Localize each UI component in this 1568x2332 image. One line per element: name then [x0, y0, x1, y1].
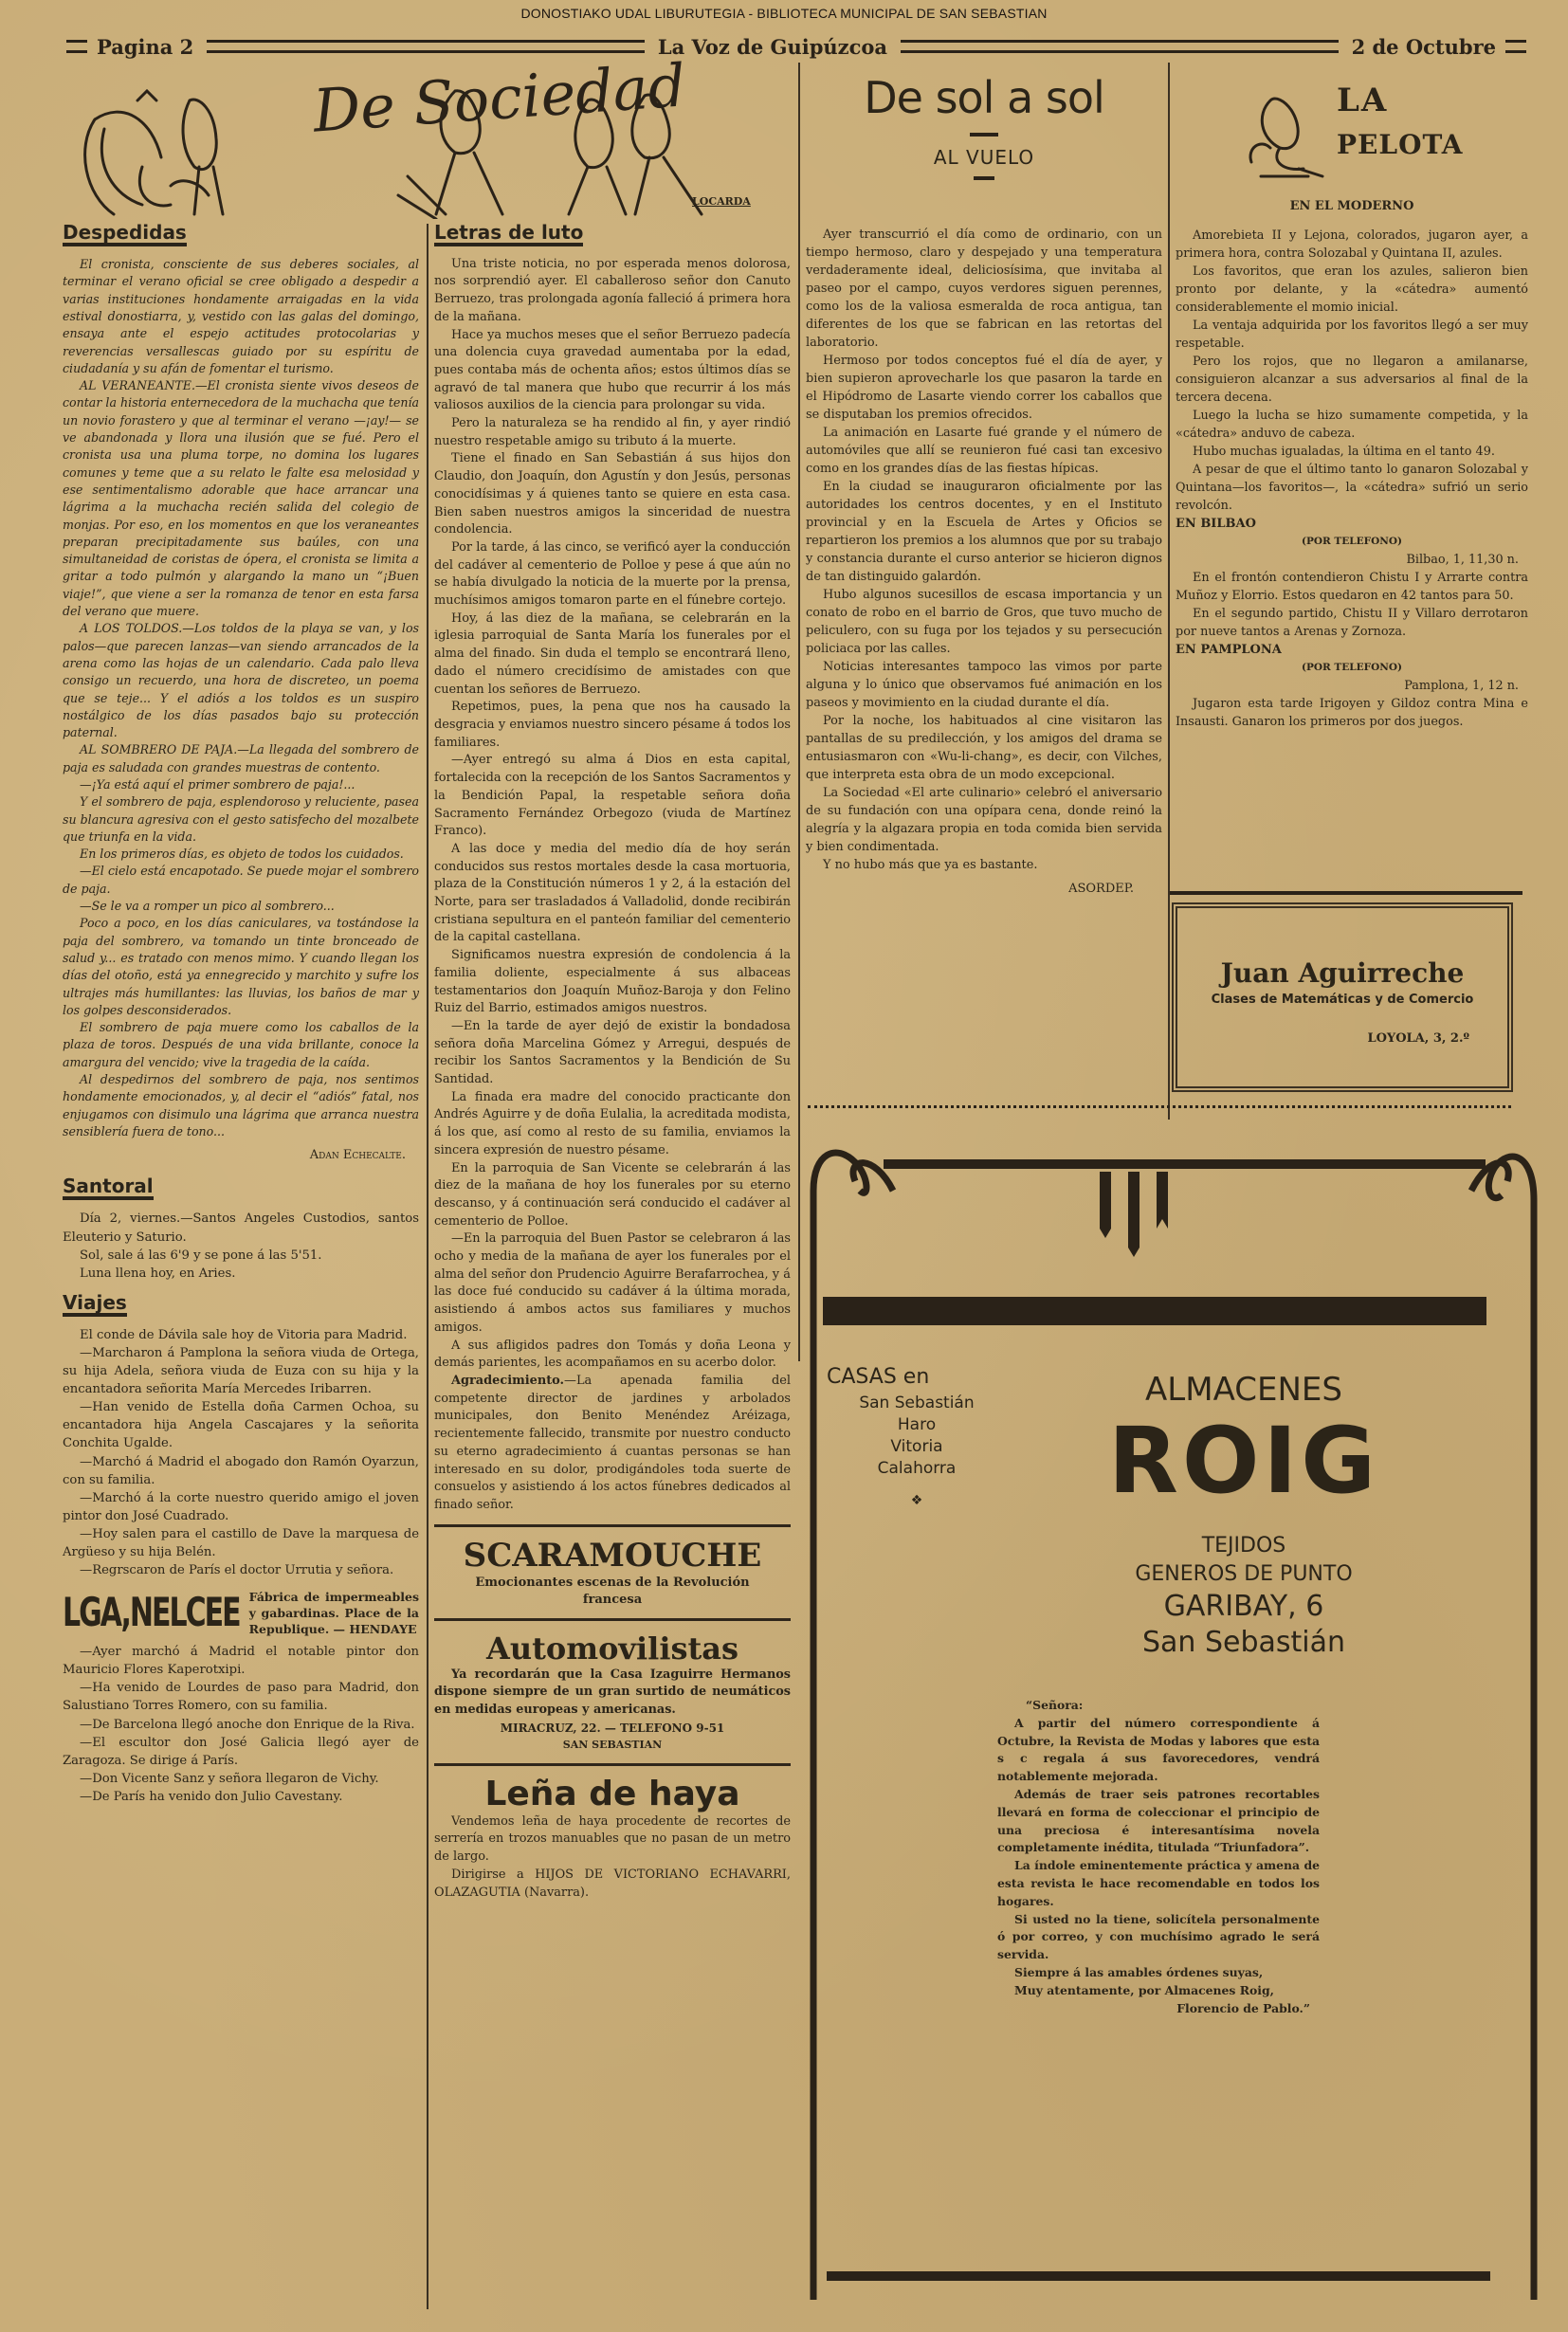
paragraph: Además de traer seis patrones recortables llevará en forma de coleccionar el principio de una preciosa é interesantísima novela completamente inédita, titulada “Triunfadora”.	[997, 1786, 1320, 1855]
paragraph: A pesar de que el último tanto lo ganaron Solozabal y Quintana—los favoritos—, la «cátedra» sufrió un serio revolcón.	[1176, 463, 1528, 513]
paragraph: —De París ha venido don Julio Cavestany.	[80, 1789, 343, 1804]
despedidas-article	[63, 256, 419, 1140]
paragraph: Los favoritos, que eran los azules, salieron bien pronto por delante, y la «cátedra» aumentó considerablemente el momio inicial.	[1176, 264, 1528, 315]
paragraph: Tiene el finado en San Sebastián á sus hijos don Claudio, don Joaquín, don Agustín y don Jesús, personas conocidísimas y á quienes tanto se quiere en esta casa. Bien saben nuestros amigos la sinceridad de nuestra condolencia.	[434, 451, 791, 537]
aguirreche-ad	[1172, 902, 1513, 1092]
paragraph: Amorebieta II y Lejona, colorados, jugaron ayer, a primera hora, contra Solozabal y Quintana II, azules.	[1176, 228, 1528, 261]
paragraph: Poco a poco, en los días caniculares, va tostándose la paja del sombrero, va tomando un tinte bronceado de salud y... es tratado con menos mimo. Y cuando llegan los días del otoño, está ya ennegrecido y marchito y sufre los ultrajes más humillantes: las lluvias, los baños de mar y los golpes desconsiderados.	[63, 916, 419, 1017]
paragraph: Luego la lucha se hizo sumamente competida, y la «cátedra» anduvo de cabeza.	[1176, 409, 1528, 441]
newspaper-title: La Voz de Guipúzcoa	[657, 34, 887, 59]
issue-date: 2 de Octubre	[1351, 34, 1496, 59]
sol-header	[806, 70, 1162, 180]
automovilistas-text: Ya recordarán que la Casa Izaguirre Hermanos dispone siempre de un gran surtido de neumáticos en medidas europeas y americanas.	[434, 1667, 791, 1718]
library-watermark: DONOSTIAKO UDAL LIBURUTEGIA - BIBLIOTECA MUNICIPAL DE SAN SEBASTIAN	[520, 6, 1048, 21]
paragraph: Jugaron esta tarde Irigoyen y Gildoz contra Mina e Insausti. Ganaron los primeros por dos juegos.	[1176, 697, 1528, 729]
paragraph: —Don Vicente Sanz y señora llegaron de Vichy.	[80, 1771, 379, 1786]
roig-letter	[997, 1697, 1320, 2017]
roig-city: Vitoria	[890, 1437, 943, 1456]
paragraph: La ventaja adquirida por los favoritos llegó a ser muy respetable.	[1176, 319, 1528, 351]
paragraph: En el frontón contendieron Chistu I y Arrarte contra Muñoz y Elorrio. Estos quedaron en 42 tantos para 50.	[1176, 571, 1528, 603]
bilbao-dateline: Bilbao, 1, 11,30 n.	[1406, 553, 1519, 567]
scaramouche-title: SCARAMOUCHE	[463, 1536, 762, 1575]
roig-casas	[827, 1365, 1007, 1508]
paragraph: —Ayer entregó su alma á Dios en esta capital, fortalecida con la recepción de los Santos Sacramentos y la Bendición Papal, la respetable señora doña Sacramento Fernández Orbegozo (viuda de Martínez Franco).	[434, 753, 791, 839]
ornament-bar	[1100, 1172, 1111, 1238]
section-heading-luto: Letras de luto	[434, 224, 583, 246]
paragraph: AL SOMBRERO DE PAJA.—La llegada del sombrero de paja es saludada con grandes muestras de contento.	[63, 742, 419, 774]
paragraph: —Hoy salen para el castillo de Dave la marquesa de Argüeso y su hija Belén.	[63, 1526, 419, 1560]
paragraph: —¡Ya está aquí el primer sombrero de paja!...	[80, 777, 356, 792]
paragraph: Ayer transcurrió el día como de ordinario, con un tiempo hermoso, claro y despejado y una temperatura verdaderamente ideal, deliciosísima, que invitaba al paseo por el campo, cuyos verdores siguen perennes, como los de la valiosa esmeralda de roca antigua, tan diferentes de los que se fabrican en las retortas del laboratorio.	[806, 228, 1162, 350]
paragraph: Por la tarde, á las cinco, se verificó ayer la conducción del cadáver al cementerio de Polloe y pese á que aún no se había divulgado la noticia de la muerte por la prensa, muchísimos amigos tomaron parte en el fúnebre cortejo.	[434, 539, 791, 609]
masthead-rule	[1505, 40, 1526, 53]
paragraph: —Se le va a romper un pico al sombrero...	[80, 899, 335, 914]
pelota-title-top: LA	[1337, 82, 1389, 119]
bilbao-via: (POR TELEFONO)	[1302, 536, 1402, 547]
pelota-title-bottom: PELOTA	[1337, 129, 1464, 160]
paragraph: Repetimos, pues, la pena que nos ha causado la desgracia y enviamos nuestro sincero pésame á todos los familiares.	[434, 700, 791, 750]
roig-city: Haro	[897, 1415, 937, 1434]
roig-line1: TEJIDOS	[1201, 1534, 1286, 1558]
pelota-header	[1232, 82, 1507, 186]
column-divider	[1168, 63, 1170, 1120]
paragraph: Muy atentamente, por Almacenes Roig,	[1014, 1982, 1274, 1997]
ornament-bar	[1157, 1172, 1168, 1229]
roig-ad	[808, 1134, 1540, 2300]
paragraph: Hace ya muchos meses que el señor Berruezo padecía una dolencia cuya gravedad aumentaba por la edad, pues contaba más de ochenta años; estos últimos días se agravó de tal manera que hubo que recurrir á los más valiosos auxilios de la ciencia para prolongar su vida.	[434, 327, 791, 413]
paragraph: Si usted no la tiene, solicítela personalmente ó por correo, y con muchísimo agrado le será servida.	[997, 1911, 1320, 1962]
ad-divider	[1170, 891, 1522, 895]
paragraph: —Han venido de Estella doña Carmen Ochoa, su encantadora hija Angela Cascajares y la señorita Conchita Ugalde.	[63, 1400, 419, 1451]
paragraph: El cronista, consciente de sus deberes sociales, al terminar el verano oficial se cree obligado a despedir a varias instituciones hondamente arraigadas en la vida estival donostiarra, y, vestido con las galas del domingo, ensaya ante el espejo actitudes protocolarias y reverencias versallescas guiado por su espíritu de ciudadanía y su afán de fomentar el turismo.	[63, 257, 419, 375]
paragraph	[434, 1373, 791, 1515]
paragraph: Y el sombrero de paja, esplendoroso y reluciente, pasea su blancura agresiva con el gesto satisfecho del mozalbete que triunfa en la vida.	[63, 794, 419, 844]
paragraph: Siempre á las amables órdenes suyas,	[1014, 1964, 1264, 1979]
pamplona-dateline: Pamplona, 1, 12 n.	[1404, 679, 1519, 693]
section-heading-despedidas: Despedidas	[63, 224, 187, 246]
sociedad-banner	[57, 50, 796, 219]
column-luto	[434, 221, 791, 1902]
paragraph: —Marchó á Madrid el abogado don Ramón Oyarzun, con su familia.	[63, 1454, 419, 1487]
author-signature: Adan Echecalte.	[309, 1148, 406, 1163]
pamplona-heading: EN PAMPLONA	[1176, 643, 1282, 657]
ornament-rule	[970, 133, 998, 137]
section-heading-santoral: Santoral	[63, 1177, 154, 1200]
lena-title: Leña de haya	[484, 1774, 740, 1813]
paragraph: En los primeros días, es objeto de todos los cuidados.	[80, 847, 404, 862]
lganelcee-brand: LGA,NELCEE	[63, 1590, 240, 1637]
paragraph: Pero los rojos, que no llegaron a amilanarse, consiguieron alcanzar a sus adversarios al final de la tercera decena.	[1176, 355, 1528, 405]
paragraph: Día 2, viernes.—Santos Angeles Custodios, santos Eleuterio y Saturio.	[63, 1212, 419, 1245]
paragraph: En el segundo partido, Chistu II y Villaro derrotaron por nueve tantos a Arenas y Zornoza.	[1176, 607, 1528, 639]
lganelcee-ad	[63, 1589, 419, 1637]
paragraph: El sombrero de paja muere como los caballos de la plaza de toros. Después de una vida brillante, conoce la amargura del vencido; vive la tragedia de la caída.	[63, 1020, 419, 1069]
paragraph: La Sociedad «El arte culinario» celebró el aniversario de su fundación con una opípara cena, donde reinó la alegría y la algazara propia en toda comida bien servida y bien condimentada.	[806, 786, 1162, 854]
paragraph: Por la noche, los habituados al cine visitaron las pantallas de su predilección, y los amigos del drama se entusiasmaron con «Wu-li-chang», es decir, con Vilches, que interpreta esta obra de un modo excepcional.	[806, 714, 1162, 782]
paragraph: La animación en Lasarte fué grande y el número de automóviles que allí se reunieron fué casi tan excesivo como en los grandes días de las fiestas hípicas.	[806, 426, 1162, 476]
roig-signature: Florencio de Pablo.”	[1176, 2000, 1310, 2015]
paragraph: Noticias interesantes tampoco las vimos por parte alguna y lo único que observamos fué animación en los paseos y movimiento en la ciudad durante el día.	[806, 660, 1162, 710]
column-pelota	[1176, 197, 1528, 731]
masthead	[66, 34, 1526, 59]
paragraph: Al despedirnos del sombrero de paja, nos sentimos hondamente emocionados, y, al decir el “adiós” fatal, nos enjugamos con disimulo una lágrima que arranca nuestra sensiblería fuera de tono...	[63, 1072, 419, 1139]
moderno-heading: EN EL MODERNO	[1289, 199, 1414, 213]
sol-title: De sol a sol	[864, 72, 1104, 123]
column-divider	[427, 224, 428, 2309]
paragraph: El conde de Dávila sale hoy de Vitoria para Madrid.	[80, 1327, 408, 1342]
ad-divider	[434, 1524, 791, 1527]
masthead-rule	[901, 40, 1339, 53]
ornament-bar	[1128, 1172, 1140, 1257]
paragraph: Sol, sale á las 6'9 y se pone á las 5'51.	[80, 1248, 322, 1263]
lganelcee-text: Fábrica de impermeables y gabardinas. Place de la Republique. — HENDAYE	[248, 1590, 419, 1637]
paragraph: —El escultor don José Galicia llegó ayer de Zaragoza. Se dirige á París.	[63, 1735, 419, 1768]
roig-salutation: “Señora:	[1026, 1698, 1084, 1712]
lena-contact: Dirigirse a HIJOS DE VICTORIANO ECHAVARRI, OLAZAGUTIA (Navarra).	[434, 1867, 791, 1900]
roig-line2: GENEROS DE PUNTO	[1135, 1562, 1353, 1586]
paragraph: —Regrscaron de París el doctor Urrutia y señora.	[80, 1563, 394, 1578]
ad-divider	[434, 1618, 791, 1621]
artist-signature: LOCARDA	[692, 195, 751, 208]
paragraph: A sus afligidos padres don Tomás y doña Leona y demás parientes, les acompañamos en su acerbo dolor.	[434, 1338, 791, 1371]
paragraph: Luna llena hoy, en Aries.	[80, 1266, 236, 1281]
paragraph: En la parroquia de San Vicente se celebrarán á las diez de la mañana de hoy los funerales por su eterno descanso, y á continuación será conducido el cadáver al cementerio de Polloe.	[434, 1160, 791, 1229]
sociedad-title: De Sociedad	[310, 50, 688, 146]
agradecimiento-label: Agradecimiento.	[451, 1374, 565, 1388]
viajes-article-continued	[63, 1643, 419, 1806]
paragraph: —Ha venido de Lourdes de paso para Madrid, don Salustiano Torres Romero, con su familia.	[63, 1681, 419, 1714]
paragraph: Hubo muchas igualadas, la última en el tanto 49.	[1193, 445, 1495, 459]
column-sol	[806, 226, 1162, 898]
roig-city: San Sebastián	[859, 1394, 975, 1412]
paragraph: A LOS TOLDOS.—Los toldos de la playa se van, y los palos—que parecen lanzas—van siendo arrancados de la arena como las hojas de un calendario. Cada palo lleva consigo un recuerdo, una hora de discreteo, un poema que se teje... Y el adiós a los toldos es un suspiro nostálgico de los días pasados bajo su protección paternal.	[63, 621, 419, 740]
page-number: Pagina 2	[97, 34, 194, 59]
automovilistas-address: MIRACRUZ, 22. — TELEFONO 9-51	[500, 1721, 725, 1735]
paragraph: Hoy, á las diez de la mañana, se celebrarán en la iglesia parroquial de Santa María los funerales por el alma del finado. Sin duda el templo se encontrará lleno, dado el número crecidísimo de amistades con que cuentan los señores de Berruezo.	[434, 610, 791, 697]
paragraph: —En la parroquia del Buen Pastor se celebraron á las ocho y media de la mañana de ayer los funerales por el alma del señor don Prudencio Aguirre Berafarrochea, y á las doce fué conducido su cadáver á la última morada, asistiendo á ambos actos sus familiares y muchos amigos.	[434, 1231, 791, 1335]
aguirreche-service: Clases de Matemáticas y de Comercio	[1211, 993, 1474, 1007]
paragraph: Pero la naturaleza se ha rendido al fin, y ayer rindió nuestro respetable amigo su tributo á la muerte.	[434, 416, 791, 448]
roig-address: GARIBAY, 6	[1163, 1590, 1324, 1623]
paragraph: AL VERANEANTE.—El cronista siente vivos deseos de contar la historia enternecedora de la muchacha que tenía un novio forastero y que al terminar el verano —¡ay!— se ve abandonada y llora una ilusión que se fué. Pero el cronista usa una pluma torpe, no domina los lugares comunes y teme que a su relato le falte esa melosidad y ese sentimentalismo adorable que hace arrancar una lágrima a la muchacha recién salida del colegio de monjas. Por eso, en los momentos en que los veraneantes preparan precipitadamente sus baúles, con una simultaneidad de coristas de ópera, el cronista se limita a gritar a todo pulmón y alargando la mano un “¡Buen viaje!”, que viene a ser la romanza de tenor en esta farsa del verano que muere.	[63, 378, 419, 619]
paragraph: Significamos nuestra expresión de condolencia á la familia doliente, especialmente á sus albaceas testamentarios don Joaquín Muñoz-Baroja y don Felino Ruiz del Barrio, estimados amigos nuestros.	[434, 948, 791, 1016]
masthead-rule	[207, 40, 645, 53]
ornament-rule	[974, 176, 994, 180]
ornament-icon: ❖	[910, 1493, 923, 1508]
agradecimiento-text: —La apenada familia del competente director de jardines y arbolados municipales, don Benito Menéndez Aréizaga, recientemente fallecido, transmite por nuestro conducto su eterno agradecimiento á cuantas personas se han interesado en su dolor, prodigándoles toda suerte de consuelos y asistiendo á los actos fúnebres dedicados al finado señor.	[434, 1374, 791, 1512]
paragraph: A partir del número correspondiente á Octubre, la Revista de Modas y labores que esta s c regala á sus favorecedores, vendrá notablemente mejorada.	[997, 1715, 1320, 1784]
paragraph: —Ayer marchó á Madrid el notable pintor don Mauricio Flores Kaperotxipi.	[63, 1645, 419, 1678]
paragraph: Una triste noticia, no por esperada menos dolorosa, nos sorprendió ayer. El caballeroso señor don Canuto Berruezo, tras prolongada agonía falleció á primera hora de la mañana.	[434, 256, 791, 324]
roig-casas-label: CASAS en	[827, 1365, 930, 1389]
roig-brand: ROIG	[1107, 1408, 1380, 1514]
paragraph: —De Barcelona llegó anoche don Enrique de la Riva.	[80, 1717, 415, 1732]
aguirreche-name: Juan Aguirreche	[1220, 957, 1465, 989]
column-sociedad	[63, 221, 419, 1806]
paragraph: —En la tarde de ayer dejó de existir la bondadosa señora doña Marcelina Gómez y Arregui, después de recibir los Santos Sacramentos y la Bendición de Su Santidad.	[434, 1018, 791, 1087]
paragraph: La finada era madre del conocido practicante don Andrés Aguirre y de doña Eulalia, la acreditada modista, á los que, así como al resto de su familia, enviamos la sincera expresión de nuestro pésame.	[434, 1089, 791, 1157]
pamplona-via: (POR TELEFONO)	[1302, 662, 1402, 673]
author-signature: ASORDEP.	[1068, 882, 1134, 896]
roig-almacenes: ALMACENES	[1145, 1371, 1342, 1409]
automovilistas-city: SAN SEBASTIAN	[562, 1738, 663, 1751]
roig-city: Calahorra	[877, 1459, 957, 1478]
paragraph: —El cielo está encapotado. Se puede mojar el sombrero de paja.	[63, 864, 419, 896]
scaramouche-text: Emocionantes escenas de la Revolución francesa	[475, 1575, 750, 1607]
roig-cities	[827, 1393, 1007, 1480]
masthead-rule	[66, 40, 87, 53]
pelota-player-illustration	[1232, 82, 1337, 186]
roig-city-main: San Sebastián	[1141, 1626, 1346, 1659]
roig-main	[1007, 1371, 1481, 1661]
ad-divider	[808, 1105, 1511, 1108]
paragraph: Y no hubo más que ya es bastante.	[823, 858, 1038, 872]
column-divider	[798, 63, 800, 1361]
section-heading-viajes: Viajes	[63, 1294, 127, 1317]
paragraph: Hermoso por todos conceptos fué el día de ayer, y bien supieron aprovecharle los que pasaron la tarde en el Hipódromo de Lasarte viendo correr los caballos que se disputaban los premios ofrecidos.	[806, 354, 1162, 422]
paragraph: Hubo algunos sucesillos de escasa importancia y un conato de robo en el barrio de Gros, que tuvo mucho de peliculero, con su fuga por los tejados y su persecución policiaca por las calles.	[806, 588, 1162, 656]
lena-text: Vendemos leña de haya procedente de recortes de serrería en trozos manuables que no pasan de un metro de largo.	[434, 1813, 791, 1865]
viajes-article	[63, 1326, 419, 1579]
paragraph: —Marcharon á Pamplona la señora viuda de Ortega, su hija Adela, señora viuda de Euza con su hija y la encantadora señorita María Mercedes Iribarren.	[63, 1345, 419, 1397]
paragraph: A las doce y media del medio día de hoy serán conducidos sus restos mortales desde la casa mortuoria, plaza de la Constitución números 1 y 2, á la estación del Norte, para ser trasladados á Valladolid, donde recibirán cristiana sepultura en el panteón familiar del cementerio de la capital castellana.	[434, 841, 791, 945]
aguirreche-address: LOYOLA, 3, 2.º	[1367, 1031, 1469, 1046]
paragraph: La índole eminentemente práctica y amena de esta revista le hace recomendable en todos los hogares.	[997, 1858, 1320, 1908]
sol-subtitle: AL VUELO	[933, 146, 1035, 169]
paragraph: —Marchó á la corte nuestro querido amigo el joven pintor don José Cuadrado.	[63, 1490, 419, 1523]
ad-divider	[434, 1763, 791, 1766]
bilbao-heading: EN BILBAO	[1176, 517, 1256, 531]
automovilistas-title: Automovilistas	[485, 1630, 739, 1667]
santoral-article	[63, 1210, 419, 1282]
paragraph: En la ciudad se inauguraron oficialmente por las autoridades los centros docentes, y en el Instituto provincial y en la Escuela de Artes y Oficios se repartieron los premios a los alumnos que por su trabajo y constancia durante el curso anterior se hicieron dignos de tan distinguido galardón.	[806, 480, 1162, 584]
